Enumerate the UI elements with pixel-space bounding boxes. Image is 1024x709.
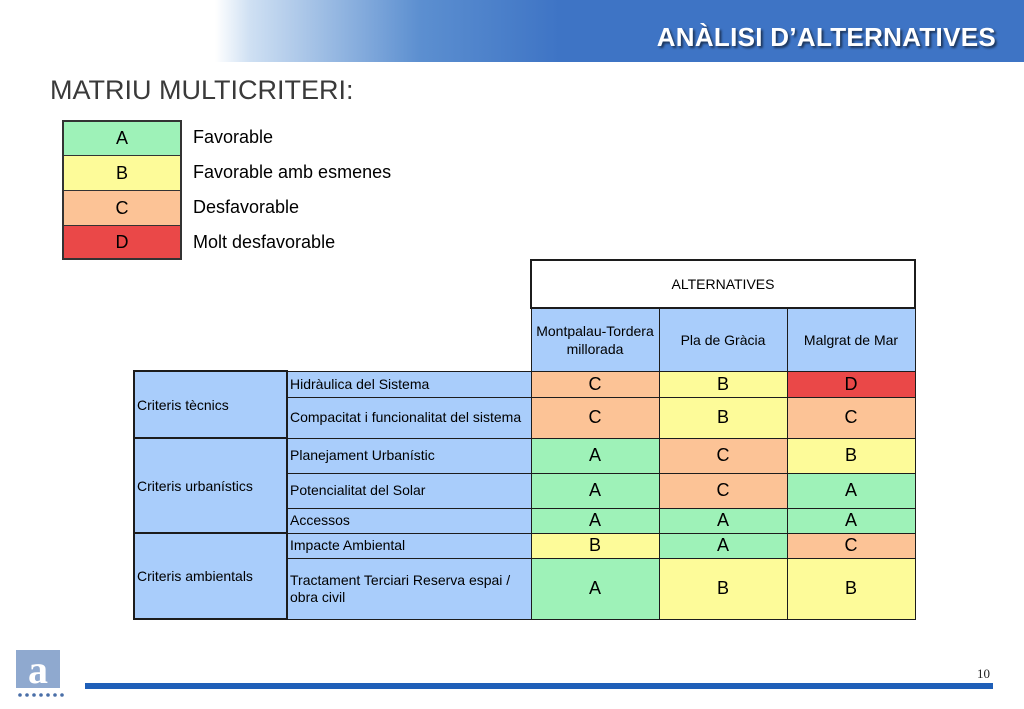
criteria-group: Criteris urbanístics — [134, 438, 287, 533]
legend-swatch: B — [62, 155, 182, 190]
rating-cell: C — [531, 397, 659, 438]
legend-label: Desfavorable — [193, 197, 300, 217]
criterion-label: Planejament Urbanístic — [287, 438, 531, 473]
criteria-matrix — [133, 259, 916, 620]
criterion-label: Potencialitat del Solar — [287, 473, 531, 508]
legend-swatch: A — [62, 120, 182, 155]
rating-cell: B — [787, 438, 915, 473]
criteria-group: Criteris tècnics — [134, 371, 287, 438]
legend-swatch: D — [62, 225, 182, 260]
footer-rule — [85, 683, 993, 689]
rating-cell: C — [659, 438, 787, 473]
company-logo — [16, 650, 66, 700]
rating-cell: B — [659, 397, 787, 438]
rating-cell: B — [787, 558, 915, 619]
rating-cell: B — [531, 533, 659, 558]
rating-cell: A — [531, 438, 659, 473]
rating-cell: A — [531, 558, 659, 619]
rating-cell: A — [531, 508, 659, 533]
rating-cell: A — [659, 533, 787, 558]
slide-subtitle: MATRIU MULTICRITERI: — [50, 75, 354, 105]
criterion-label: Hidràulica del Sistema — [287, 371, 531, 397]
rating-cell: D — [787, 371, 915, 397]
rating-cell: C — [659, 473, 787, 508]
legend-label: Favorable amb esmenes — [193, 162, 392, 182]
rating-cell: C — [531, 371, 659, 397]
alternatives-header: ALTERNATIVES — [531, 260, 915, 308]
criterion-label: Accessos — [287, 508, 531, 533]
legend-swatch: C — [62, 190, 182, 225]
logo-letter: a — [28, 650, 48, 692]
alternative-header-montpalau: Montpalau-Tordera millorada — [531, 308, 659, 371]
rating-cell: C — [787, 533, 915, 558]
logo-dots — [18, 693, 64, 697]
rating-cell: A — [531, 473, 659, 508]
criterion-label: Compacitat i funcionalitat del sistema — [287, 397, 531, 438]
rating-cell: C — [787, 397, 915, 438]
alternative-header-malgrat: Malgrat de Mar — [787, 308, 915, 371]
rating-cell: B — [659, 558, 787, 619]
legend-label: Molt desfavorable — [193, 232, 336, 252]
criterion-label: Impacte Ambiental — [287, 533, 531, 558]
criteria-group: Criteris ambientals — [134, 533, 287, 619]
legend-label: Favorable — [193, 127, 274, 147]
rating-cell: B — [659, 371, 787, 397]
rating-cell: A — [659, 508, 787, 533]
alternative-header-pla-de-gracia: Pla de Gràcia — [659, 308, 787, 371]
criterion-label: Tractament Terciari Reserva espai / obra civil — [287, 558, 531, 619]
rating-cell: A — [787, 508, 915, 533]
slide-title: ANÀLISI D’ALTERNATIVES — [656, 22, 996, 52]
page-number: 10 — [977, 666, 990, 681]
rating-cell: A — [787, 473, 915, 508]
